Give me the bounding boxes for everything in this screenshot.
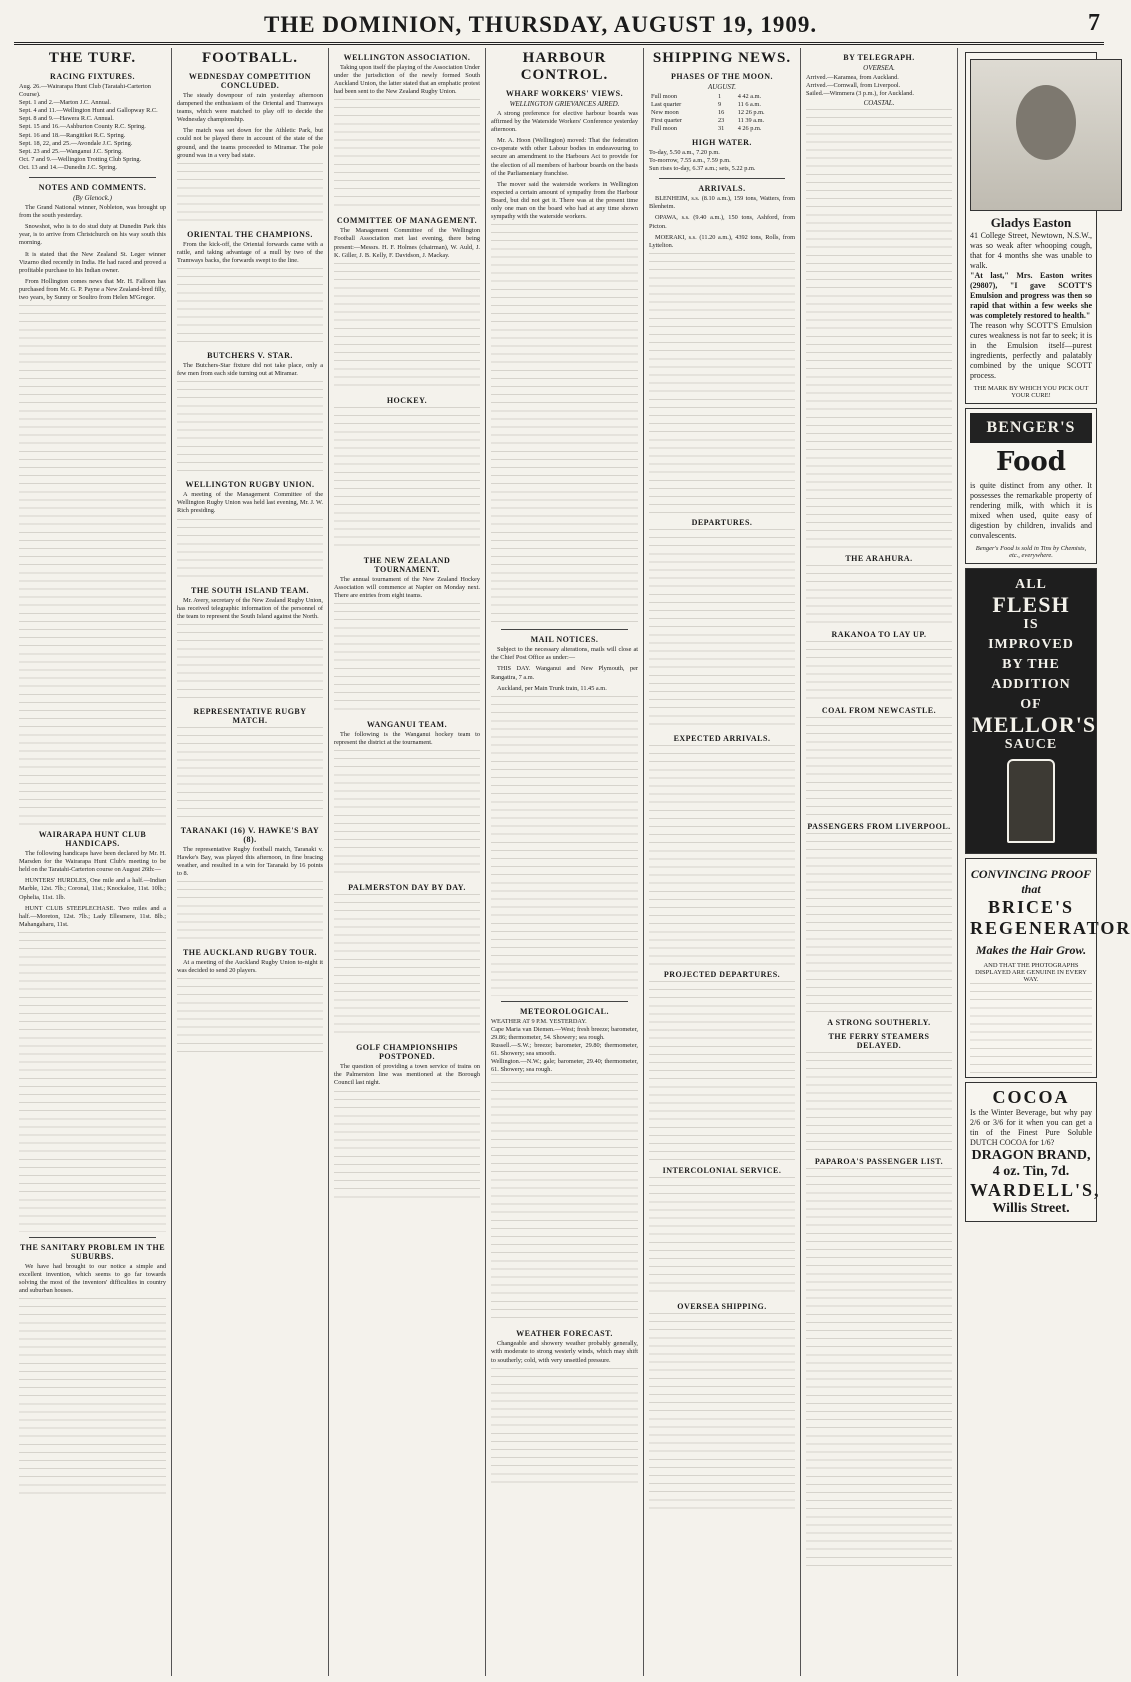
section-text-body <box>177 268 323 346</box>
ad-bengers-food <box>965 408 1097 564</box>
section-title: COMMITTEE OF MANAGEMENT. <box>336 216 478 226</box>
mellor-line: IS <box>1023 617 1039 632</box>
high-water-title: HIGH WATER. <box>692 138 752 147</box>
harbour-paragraphs-item: The mover said the waterside workers in Wellington expected a certain amount of sympathy from the Harbour Board, but did not get it. There was at the present time only one man on the board who had at any time shown sympathy with the waterside workers. <box>491 180 638 221</box>
paparoa-title: PAPAROA'S PASSENGER LIST. <box>814 1157 944 1167</box>
overseas-text-body <box>649 1313 795 1513</box>
section-paragraph: At a meeting of the Auckland Rugby Union to-night it was decided to send 20 players. <box>177 959 323 975</box>
ad-scotts-emulsion <box>965 52 1097 404</box>
mellor-line: MELLOR'S <box>972 712 1097 737</box>
section-text-body <box>334 263 480 391</box>
weather-lines-item: Wellington.—N.W.; gale; barometer, 29.40; thermometer, 61. Showery; sea rough. <box>491 1058 638 1074</box>
section-title: PALMERSTON DAY BY DAY. <box>348 883 466 893</box>
overseas-title: OVERSEA SHIPPING. <box>677 1301 767 1311</box>
section-title: WELLINGTON RUGBY UNION. <box>185 480 315 490</box>
fixtures-title: RACING FIXTURES. <box>50 72 135 81</box>
turf-text-body <box>19 305 166 825</box>
moon-phase: Full moon <box>651 93 678 100</box>
coal-text-body <box>806 717 952 817</box>
rakanoa-text-body <box>806 641 952 701</box>
ad-cocoa-name: COCOA <box>992 1087 1070 1107</box>
ad-hair-text: AND THAT THE PHOTOGRAPHS DISPLAYED ARE GENUINE IN EVERY WAY. <box>975 962 1087 983</box>
fixtures-list-item: Sept. 8 and 9.—Hawera R.C. Annual. <box>19 115 114 123</box>
passengers-title: PASSENGERS FROM LIVERPOOL. <box>807 822 951 832</box>
paparoa-text-body <box>806 1168 952 1568</box>
section-text-body <box>177 881 323 943</box>
arrivals-list-item: OPAWA, s.s. (9.40 a.m.), 150 tons, Ashford, from Picton. <box>649 214 795 230</box>
section-text-body <box>334 407 480 551</box>
weather-lines <box>491 1018 638 1075</box>
hunt-paragraphs-item: HUNT CLUB STEEPLECHASE. Two miles and a half.—Moreton, 12st. 7lb.; Lady Ellesmere, 11st. 8lb.; Mahangaharu, 11st. <box>19 904 166 928</box>
section-title: THE AUCKLAND RUGBY TOUR. <box>182 948 318 958</box>
notes-paragraphs <box>19 204 166 302</box>
ad-easton-name: Gladys Easton <box>990 215 1072 230</box>
moon-row <box>649 117 795 125</box>
ad-cocoa-street: Willis Street. <box>992 1201 1070 1216</box>
weather-lines-item: WEATHER AT 9 P.M. YESTERDAY. <box>491 1017 587 1025</box>
moon-day: 1 <box>717 93 722 100</box>
section-paragraph: The Management Committee of the Wellington Football Association met last evening, there being present:—Messrs. H. F. Holmes (chairman), W. Auld, J. K. Giller, J. B. Kelly, F. Davidson, J. Mackay. <box>334 227 480 259</box>
harbour-sub2: WELLINGTON GRIEVANCES AIRED. <box>509 100 620 108</box>
moon-phase: First quarter <box>651 117 682 124</box>
arrivals-text-body <box>649 253 795 513</box>
hunt-paragraphs-item: HUNTERS' HURDLES, One mile and a half.—Indian Marble, 12st. 7lb.; Coronal, 11st.; Knockaloe, 11st. 10lb.; Ophelia, 11st. 1lb. <box>19 877 166 901</box>
arahura-text-body <box>806 565 952 625</box>
ad-cocoa-brand: DRAGON BRAND, <box>971 1148 1091 1163</box>
hunt-title: WAIRARAPA HUNT CLUB HANDICAPS. <box>38 830 147 849</box>
column-association <box>329 48 486 1676</box>
moon-phase: New moon <box>651 109 679 116</box>
sanitary-text-body <box>19 1298 166 1498</box>
moon-time: 11 6 a.m. <box>737 101 761 108</box>
mellor-line: ALL <box>1015 577 1047 592</box>
section-text-body <box>177 163 323 225</box>
section-title: THE NEW ZEALAND TOURNAMENT. <box>363 555 451 574</box>
expected-title: EXPECTED ARRIVALS. <box>673 733 771 743</box>
fixtures-list-item: Sept. 16 and 18.—Rangitikei R.C. Spring. <box>19 131 126 139</box>
fixtures-list-item: Sept. 18, 22, and 25.—Avondale J.C. Spring. <box>19 139 133 147</box>
section-text-body <box>334 750 480 878</box>
ad-mellors-sauce <box>965 568 1097 854</box>
harbour-paragraphs-item: Mr. A. Hoon (Wellington) moved: That the federation co-operate with other Labour bodies in endeavouring to secure an amendment to the Harbours Act to provide for the election of all members of harbour boards on the basis of the Parliamentary franchise. <box>491 137 638 177</box>
column-turf <box>14 48 172 1676</box>
high-water-lines <box>649 149 795 165</box>
oversea-label: OVERSEA. <box>863 64 895 72</box>
telegraph-lines-item: Arrived.—Karamea, from Auckland. <box>806 74 899 81</box>
section-text-body <box>334 603 480 715</box>
hunt-paragraphs-item: The following handicaps have been declared by Mr. H. Marsden for the Wairarapa Hunt Club's meeting to be held on the Taratahi-Carterton course on August 26th:— <box>19 850 166 874</box>
mail-text-body <box>491 696 638 996</box>
ad-benger-text: is quite distinct from any other. It possesses the remarkable property of rendering milk, with which it is mixed when used, quite easy of digestion by children, invalids and convalescents. <box>970 481 1092 540</box>
fixtures-list-item: Aug. 26.—Wairarapa Hunt Club (Taratahi-Carterton Course). <box>19 83 151 99</box>
section-paragraph: The match was set down for the Athletic Park, but could not be played there in account of the state of the ground, and the teams proceeded to Miramar. The pole ground was in a very bad state. <box>177 127 323 159</box>
moon-phase: Full moon <box>651 125 678 132</box>
ad-dragon-cocoa <box>965 1082 1101 1222</box>
section-paragraph: Mr. Avery, secretary of the New Zealand Rugby Union, has received telegraphic information of the personnel of the team to represent the South Island against the North. <box>177 596 323 620</box>
mellor-line: ADDITION <box>991 677 1071 692</box>
ad-hair-top: CONVINCING PROOF that <box>970 867 1092 896</box>
hunt-paragraphs <box>19 850 166 929</box>
weather-lines-item: Cape Maria van Diemen.—West; fresh breeze; barometer, 29.86; thermometer, 54. Showery; sea rough. <box>491 1025 638 1041</box>
section-paragraph: The Butchers-Star fixture did not take place, only a few men from each side turning out at Miramar. <box>177 362 323 378</box>
notes-paragraphs-item: Snowshot, who is to do stud duty at Dunedin Park this year, is to arrive from Christchurch on his way south this morning. <box>19 223 166 247</box>
moon-row <box>649 125 795 133</box>
ad-benger-name: BENGER'S <box>970 413 1092 443</box>
fixtures-list-item: Oct. 7 and 9.—Wellington Trotting Club Spring. <box>19 155 142 163</box>
fixtures-list <box>19 83 166 172</box>
moon-row <box>649 93 795 101</box>
notes-paragraphs-item: The Grand National winner, Nobleton, was brought up from the south yesterday. <box>19 204 166 220</box>
arrivals-list <box>649 195 795 250</box>
mellor-lines <box>972 575 1097 755</box>
moon-time: 11 39 a.m. <box>737 117 765 124</box>
notes-title: NOTES AND COMMENTS. <box>38 183 147 193</box>
fixtures-list-item: Oct. 13 and 14.—Dunedin J.C. Spring. <box>19 163 117 171</box>
ad-brices-regenerator <box>965 858 1131 1078</box>
column-shipping <box>644 48 801 1676</box>
hunt-text-body <box>19 932 166 1232</box>
moon-row <box>649 101 795 109</box>
ad-benger-word: Food <box>996 447 1066 477</box>
expected-text-body <box>649 745 795 965</box>
masthead <box>14 8 1104 45</box>
section-text-body <box>177 727 323 821</box>
mellor-line: OF <box>1020 697 1042 712</box>
notes-paragraphs-item: It is stated that the New Zealand St. Leger winner Vizarno died recently in India. He had raced and proved a profitable purchase to his Indian owner. <box>19 250 166 274</box>
sanitary-paragraphs <box>19 1263 166 1295</box>
ferry-title: THE FERRY STEAMERS DELAYED. <box>828 1032 930 1051</box>
portrait-image <box>970 59 1122 211</box>
harbour-paragraphs-item: A strong preference for elective harbour boards was affirmed by the Waterside Workers' Conference yesterday afternoon. <box>491 110 638 134</box>
telegraph-lines-item: Sailed.—Wimmera (3 p.m.), for Auckland. <box>806 90 914 98</box>
sanitary-paragraphs-item: We have had brought to our notice a simple and excellent invention, which seems to go far towards solving the most of the inventors' difficulties in country and suburban houses. <box>19 1262 166 1295</box>
section-title: WEDNESDAY COMPETITION CONCLUDED. <box>188 72 312 90</box>
section-paragraph: The steady downpour of rain yesterday afternoon dampened the enthusiasm of the Oriental and Tramways teams, which were matched to play off to decide the Wednesday championship. <box>177 92 323 124</box>
ad-cocoa-price: 4 oz. Tin, 7d. <box>992 1164 1070 1179</box>
ad-benger-footer: Benger's Food is sold in Tins by Chemists, etc., everywhere. <box>975 545 1087 559</box>
ad-cocoa-text: Is the Winter Beverage, but why pay 2/6 or 3/6 for it when you can get a tin of the Finest Pure Soluble DUTCH COCOA for 1/6? <box>970 1108 1092 1147</box>
section-text-body <box>177 381 323 475</box>
weather-text-body <box>491 1074 638 1324</box>
section-text-body <box>334 1091 480 1203</box>
mellor-line: FLESH <box>992 592 1070 617</box>
forecast-text-body <box>491 1368 638 1488</box>
high-water-lines-item: To-day, 5.50 a.m., 7.20 p.m. <box>649 149 720 156</box>
projected-text-body <box>649 981 795 1161</box>
section-title: GOLF CHAMPIONSHIPS POSTPONED. <box>356 1043 458 1062</box>
telegraph-lines-item: Arrived.—Cornwall, from Liverpool. <box>806 82 901 90</box>
mail-title: MAIL NOTICES. <box>530 635 599 645</box>
moon-phase: Last quarter <box>651 101 682 108</box>
weather-lines-item: Russell.—S.W.; breeze; barometer, 29.80; thermometer, 61. Showery; sea smooth. <box>491 1041 638 1058</box>
moon-day: 31 <box>717 125 725 132</box>
columns <box>14 48 1131 1676</box>
forecast-title: WEATHER FORECAST. <box>516 1329 613 1339</box>
section-title: ORIENTAL THE CHAMPIONS. <box>187 229 313 239</box>
section-title: THE SOUTH ISLAND TEAM. <box>191 585 309 595</box>
mail-paragraphs <box>491 646 638 692</box>
association-sections <box>334 53 480 1203</box>
harbour-paragraphs <box>491 110 638 221</box>
moon-time: 4 42 a.m. <box>737 93 762 100</box>
arrivals-list-item: MOERAKI, s.s. (11.20 a.m.), 4392 tons, Rolls, from Lyttelton. <box>649 233 795 249</box>
column-telegraph <box>801 48 958 1676</box>
section-title: TARANAKI (16) V. HAWKE'S BAY (8). <box>180 825 320 844</box>
departures-text-body <box>649 529 795 729</box>
fixtures-list-item: Sept. 4 and 11.—Wellington Hunt and Gallopway R.C. <box>19 107 158 115</box>
mail-paragraphs-item: THIS DAY. Wanganui and New Plymouth, per Rangatira, 7 a.m. <box>491 665 638 681</box>
met-title: METEOROLOGICAL. <box>519 1006 610 1016</box>
telegraph-text-body <box>806 109 952 549</box>
ad-cocoa-shop: WARDELL'S, <box>970 1180 1101 1200</box>
section-title: REPRESENTATIVE RUGBY MATCH. <box>193 706 307 725</box>
section-paragraph: The annual tournament of the New Zealand Hockey Association will commence at Napier on Monday next. There are entries from eight teams. <box>334 575 480 599</box>
forecast-text: Changeable and showery weather probably generally, with moderate to strong westerly winds, which may shift to southerly; cold, with very unsettled pressure. <box>491 1340 638 1364</box>
column-harbour <box>486 48 644 1676</box>
section-paragraph: A meeting of the Management Committee of the Wellington Rugby Union was held last evening, Mr. J. W. Rich presiding. <box>177 491 323 515</box>
passengers-text-body <box>806 833 952 1013</box>
masthead-title: THE DOMINION, THURSDAY, AUGUST 19, 1909. <box>264 12 818 37</box>
ad-hair-tag: Makes the Hair Grow. <box>975 943 1087 957</box>
section-paragraph: The representative Rugby football match, Taranaki v. Hawke's Bay, was played this afternoon, in fine bracing weather, and resulted in a win for Taranaki by 16 points to 8. <box>177 845 323 878</box>
arahura-title: THE ARAHURA. <box>845 554 913 564</box>
section-text-body <box>177 978 323 1056</box>
rakanoa-title: RAKANOA TO LAY UP. <box>831 630 927 640</box>
column-football <box>172 48 329 1676</box>
section-text-body <box>334 894 480 1038</box>
arrivals-title: ARRIVALS. <box>698 184 746 194</box>
moon-day: 23 <box>717 117 725 124</box>
section-text-body <box>177 624 323 702</box>
section-paragraph: The following is the Wanganui hockey team to represent the district at the tournament. <box>334 731 480 747</box>
mellor-line: IMPROVED <box>988 637 1074 652</box>
mail-paragraphs-item: Auckland, per Main Trunk train, 11.45 a.m. <box>497 684 607 692</box>
ad-easton-quote: "At last," Mrs. Easton writes (29807), "I gave SCOTT'S Emulsion and progress was then so rapid that within a few weeks she was completely restored to health." <box>970 271 1092 320</box>
ad-easton-body: The reason why SCOTT'S Emulsion cures weakness is not far to seek; it is in the Emulsion itself—purest ingredients, perfectly and palatably combined by the unique SCOTT process. <box>970 321 1092 380</box>
telegraph-lines <box>806 74 952 98</box>
ad-easton-footer: THE MARK BY WHICH YOU PICK OUT YOUR CURE! <box>973 385 1089 399</box>
section-title: BUTCHERS V. STAR. <box>207 351 293 361</box>
arrivals-list-item: BLENHEIM, s.s. (8.10 a.m.), 159 tons, Watters, from Blenheim. <box>649 195 795 211</box>
fixtures-list-item: Sept. 1 and 2.—Marton J.C. Annual. <box>19 99 111 107</box>
section-title: WANGANUI TEAM. <box>366 720 448 730</box>
coal-title: COAL FROM NEWCASTLE. <box>821 706 937 716</box>
moon-day: 9 <box>717 101 722 108</box>
section-text-body <box>334 99 480 211</box>
ad-hair-body <box>970 983 1092 1073</box>
moon-month: AUGUST. <box>707 83 737 91</box>
sun-line: Sun rises to-day, 6.37 a.m.; sets, 5.22 p.m. <box>649 165 756 173</box>
page-number: 7 <box>1088 10 1100 36</box>
telegraph-heading: BY TELEGRAPH. <box>843 53 915 62</box>
column-ads <box>958 48 1131 1676</box>
departures-title: DEPARTURES. <box>691 517 753 527</box>
section-paragraph: From the kick-off, the Oriental forwards came with a rattle, and taking advantage of a mull by two of the Tramways backs, the forwards swept to the line. <box>177 240 323 264</box>
section-title: WELLINGTON ASSOCIATION. <box>343 53 471 62</box>
bottle-icon <box>1007 759 1055 843</box>
section-paragraph: Taking upon itself the playing of the Association Under under the jurisdiction of the newly formed South Auckland Union, the latter stated that an emphatic protest had been sent to the New Zealand Rugby Union. <box>334 64 480 96</box>
moon-day: 16 <box>717 109 725 116</box>
moon-table <box>649 93 795 133</box>
moon-row <box>649 109 795 117</box>
notes-byline: (By Glenock.) <box>73 194 112 203</box>
fixtures-list-item: Sept. 23 and 25.—Wanganui J.C. Spring. <box>19 147 123 155</box>
harbour-text-body <box>491 224 638 624</box>
harbour-sub: WHARF WORKERS' VIEWS. <box>505 89 624 98</box>
football-sections <box>177 72 323 1056</box>
notes-paragraphs-item: From Hollington comes news that Mr. H. Falloon has purchased from Mr. G. P. Payne a New Zealand-bred filly, two years, by Sunny or Soultro from Helen M'Gregor. <box>19 277 166 301</box>
sanitary-title: THE SANITARY PROBLEM IN THE SUBURBS. <box>19 1242 166 1261</box>
projected-title: PROJECTED DEPARTURES. <box>663 969 781 979</box>
section-title: HOCKEY. <box>386 395 428 405</box>
mail-paragraphs-item: Subject to the necessary alterations, mails will close at the Chief Post Office as under:— <box>491 646 638 662</box>
ad-hair-name: BRICE'S REGENERATOR <box>970 897 1131 938</box>
turf-heading: THE TURF. <box>48 50 137 66</box>
mellor-line: SAUCE <box>1004 737 1058 752</box>
ferry-text-body <box>806 1052 952 1152</box>
strong-title: A STRONG SOUTHERLY. <box>827 1018 931 1028</box>
ad-easton-address: 41 College Street, Newtown, N.S.W., was so weak after whooping cough, that for 4 months she was unable to walk. <box>970 231 1092 270</box>
coastal-label: COASTAL. <box>863 99 895 108</box>
high-water-lines-item: To-morrow, 7.55 a.m., 7.59 p.m. <box>649 157 731 165</box>
moon-time: 12 26 p.m. <box>737 109 765 116</box>
intercolonial-text-body <box>649 1177 795 1297</box>
moon-time: 4 26 p.m. <box>737 125 762 132</box>
intercolonial-title: INTERCOLONIAL SERVICE. <box>662 1165 782 1175</box>
football-heading: FOOTBALL. <box>201 50 299 66</box>
shipping-heading: SHIPPING NEWS. <box>652 50 792 66</box>
mellor-line: BY THE <box>1002 657 1060 672</box>
moon-title: PHASES OF THE MOON. <box>671 72 773 81</box>
fixtures-list-item: Sept. 15 and 16.—Ashburton County R.C. Spring. <box>19 123 146 131</box>
section-text-body <box>177 519 323 581</box>
harbour-heading: HARBOUR CONTROL. <box>520 50 609 83</box>
section-paragraph: The question of providing a town service of trains on the Palmerston line was mentioned at the Borough Council last night. <box>334 1063 480 1087</box>
